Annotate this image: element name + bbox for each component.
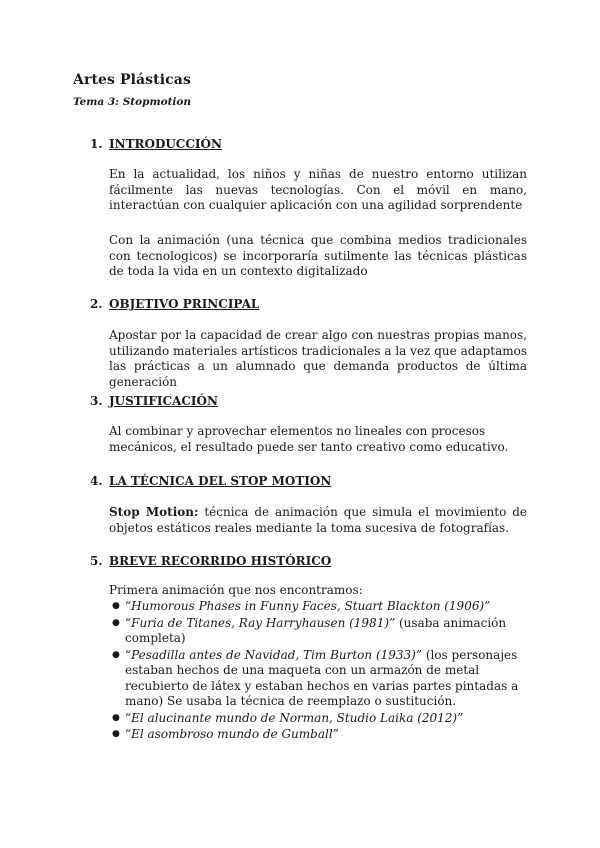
section-heading-justificacion [90,394,218,408]
section-paragraph: En la actualidad, los niños y niñas de nuestro entorno utilizan fácilmente las nuevas tecnologías. Con el móvil en mano, interactúan con cualquier aplicación con una agilidad sorprendente [109,167,527,212]
film-title: “Pesadilla antes de Navidad, Tim Burton (1933)” [125,647,422,662]
bullet-icon: ● [112,601,120,611]
section-title: INTRODUCCIÓN [109,137,222,151]
list-item [109,599,527,615]
bullet-icon: ● [112,649,120,660]
section-heading-objetivo [90,297,259,311]
section-title: LA TÉCNICA DEL STOP MOTION [109,474,332,488]
section-number: 1. [90,137,103,151]
section-paragraph: Al combinar y aprovechar elementos no lineales con procesos mecánicos, el resultado puede ser tanto creativo como educativo. [109,424,509,454]
section-heading-introduccion [90,137,222,151]
document-title: Artes Plásticas [73,72,191,88]
section-paragraph: Con la animación (una técnica que combina medios tradicionales con tecnologicos) se incorporaría sutilmente las técnicas plásticas de toda la vida en un contexto digitalizado [109,233,527,278]
definition-term: Stop Motion: [109,505,199,519]
section-title: OBJETIVO PRINCIPAL [109,297,260,311]
film-title: “El alucinante mundo de Norman, Studio Laika (2012)” [125,710,464,725]
section-number: 5. [90,554,103,568]
section-title: BREVE RECORRIDO HISTÓRICO [109,554,332,568]
definition-paragraph [109,505,527,536]
list-item [109,727,527,743]
section-title: JUSTIFICACIÓN [109,394,218,408]
list-item [109,711,527,727]
section-intro: Primera animación que nos encontramos: [109,583,363,597]
bullet-icon: ● [112,617,120,628]
film-title: “Furia de Titanes, Ray Harryhausen (1981)” [125,615,396,630]
film-note: (usaba animación completa) [125,615,507,645]
film-note: (los personajes estaban hechos de una maqueta con un armazón de metal recubierto de látex y estaban hechos en varias partes pintadas a mano) Se usaba la técnica de reemplazo o sustitución. [125,647,519,708]
section-paragraph: Apostar por la capacidad de crear algo con nuestras propias manos, utilizando materiales artísticos tradicionales a la vez que adaptamos las prácticas a un alumnado que demanda productos de última generación [109,328,527,389]
section-number: 4. [90,474,103,488]
section-number: 3. [90,394,103,408]
bullet-icon: ● [112,729,120,739]
film-title: “Humorous Phases in Funny Faces, Stuart Blackton (1906)” [125,599,491,613]
list-item [109,648,527,710]
film-title: “El asombroso mundo de Gumball” [125,727,339,741]
section-heading-tecnica [90,474,331,488]
history-list [109,599,527,744]
list-item [109,616,527,647]
section-heading-historia [90,554,331,568]
definition-text: técnica de animación que simula el movimiento de objetos estáticos reales mediante la toma sucesiva de fotografías. [109,505,528,535]
document-subtitle: Tema 3: Stopmotion [73,96,192,108]
bullet-icon: ● [112,712,120,723]
section-number: 2. [90,297,103,311]
